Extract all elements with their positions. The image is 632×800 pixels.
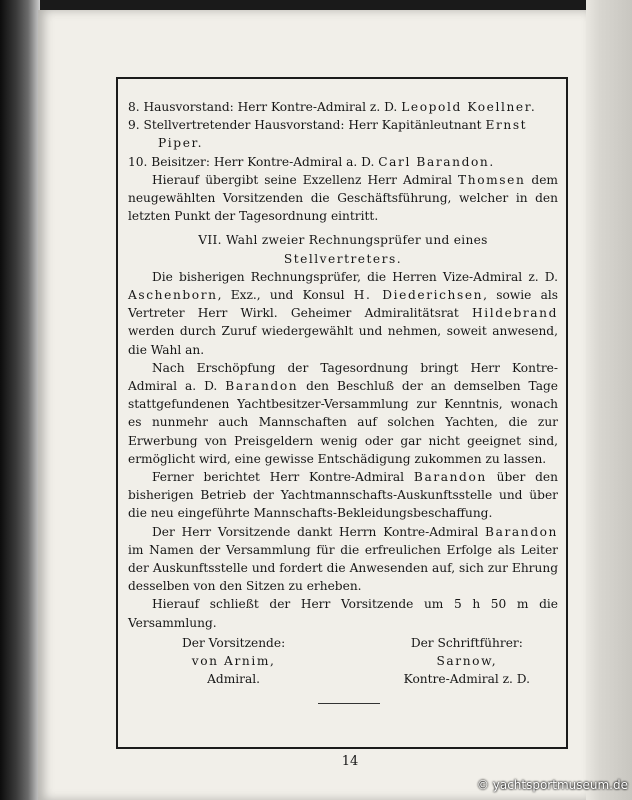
signature-secretary [404, 634, 530, 688]
page-edge [586, 0, 632, 800]
section-heading: VII. Wahl zweier Rechnungsprüfer und eines [198, 233, 488, 248]
signature-chairman [182, 634, 285, 688]
signature-name: Sarnow, [436, 653, 498, 668]
page-text [128, 98, 558, 688]
copyright-watermark: © yachtsportmuseum.de [476, 778, 628, 792]
signature-role: Der Schriftführer: [410, 635, 523, 650]
paragraph-thanks: Der Herr Vorsitzende dankt Herrn Kontre-Admiral Barandon im Namen der Versammlung für die erfreulichen Erfolge als Leiter der Auskunftsstelle und fordert die Anwesenden auf, sich zur Ehrung desselben von den Sitzen zu erheben. [128, 524, 558, 594]
paragraph-handover: Hierauf übergibt seine Exzellenz Herr Admiral Thomsen dem neugewählten Vorsitzenden die Geschäftsführung, welcher in den letzten Punkt der Tagesordnung eintritt. [128, 172, 558, 224]
section-heading-line2: Stellvertreters. [283, 251, 403, 266]
page-number: 14 [341, 754, 359, 769]
signature-role: Der Vorsitzende: [182, 635, 286, 650]
signature-name: von Arnim, [191, 653, 276, 668]
paragraph-report: Ferner berichtet Herr Kontre-Admiral Barandon über den bisherigen Betrieb der Yachtmannschafts-Auskunftsstelle und über die neu eingeführte Mannschafts-Bekleidungsbeschaffung. [128, 470, 558, 521]
book-spine [0, 0, 40, 800]
list-item-10: 10. Beisitzer: Herr Kontre-Admiral a. D. Carl Barandon. [128, 154, 495, 169]
signature-title: Admiral. [207, 671, 261, 686]
signature-block [128, 634, 558, 688]
list-item-8: 8. Hausvorstand: Herr Kontre-Admiral z. D. Leopold Koellner. [128, 100, 537, 114]
list-item-9: 9. Stellvertretender Hausvorstand: Herr Kapitänleutnant Ernst Piper. [128, 118, 528, 151]
signature-title: Kontre-Admiral z. D. [403, 671, 530, 686]
paragraph-closing: Hierauf schließt der Herr Vorsitzende um 5 h 50 m die Versammlung. [128, 597, 558, 630]
paragraph-agenda-end: Nach Erschöpfung der Tagesordnung bringt Herr Kontre-Admiral a. D. Barandon den Beschluß der an demselben Tage stattgefundenen Yachtbesitzer-Versammlung zur Kenntnis, wonach es nunmehr auch Mannschaften auf solchen Yachten, die zur Erwerbung von Preisgeldern wenig oder gar nicht geeignet sind, ermöglicht wird, eine gewisse Entschädigung zukommen zu lassen. [128, 360, 558, 466]
divider-line [318, 703, 380, 704]
paragraph-auditors: Die bisherigen Rechnungsprüfer, die Herren Vize-Admiral z. D. Aschenborn, Exz., und Konsul H. Diederichsen, sowie als Vertreter Herr Wirkl. Geheimer Admiralitätsrat Hildebrand werden durch Zuruf wiedergewählt und nehmen, soweit anwesend, die Wahl an. [128, 269, 558, 357]
